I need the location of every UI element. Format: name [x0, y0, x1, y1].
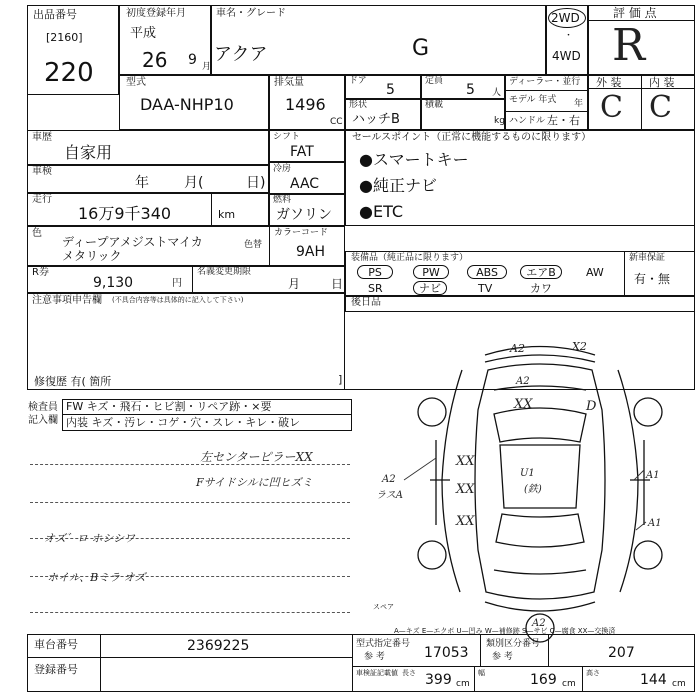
- dealer-label: ディーラー・並行: [509, 77, 581, 87]
- selling-item-2: ●純正ナビ: [359, 176, 437, 195]
- reg-label: 初度登録年月: [126, 8, 186, 19]
- ref-label-2: 参 考: [492, 652, 513, 662]
- doors: 5: [386, 82, 395, 98]
- notes-label: 注意事項申告欄: [32, 295, 102, 306]
- disp: 1496: [285, 95, 326, 114]
- mark-right-2: A1: [648, 518, 662, 529]
- type-label: 型式指定番号: [356, 639, 411, 649]
- inspection-day: 日): [246, 175, 266, 191]
- lot-number: 220: [44, 58, 94, 88]
- expiry-month: 月: [288, 277, 301, 291]
- grade: G: [412, 36, 430, 61]
- shift-label: シフト: [273, 132, 301, 142]
- fuel-label: 燃料: [273, 195, 292, 205]
- mark-roof-1: U1: [520, 468, 535, 479]
- handwriting-3: オズ゛ロ ホシシワ: [44, 532, 136, 545]
- length-unit: cm: [456, 679, 470, 689]
- score-label: 評 価 点: [613, 6, 657, 20]
- selling-label: セールスポイント（正常に機能するものに限ります）: [352, 132, 592, 143]
- color-line-2: メタリック: [62, 249, 122, 263]
- spare-label: スペア: [373, 603, 394, 611]
- int-label: 内 装: [649, 76, 675, 89]
- year-unit: 年: [574, 99, 584, 109]
- handle: 左・右: [547, 114, 580, 127]
- expiry-day: 日: [331, 277, 344, 291]
- recycle-label: R券: [32, 267, 49, 278]
- mark-right-1: A1: [646, 470, 660, 481]
- mark-roof-2: (鉄): [524, 484, 542, 495]
- lot-label: 出品番号: [33, 8, 77, 21]
- rear-seat-label: 後日品: [351, 297, 381, 308]
- car-name: アクア: [214, 44, 268, 65]
- month-unit: 月: [202, 62, 212, 72]
- width: 169: [530, 672, 557, 688]
- inspection-month: 月(: [184, 175, 204, 191]
- drive-dot: ・: [564, 31, 574, 41]
- history-label: 車歴: [32, 132, 52, 143]
- repair-bracket: ]: [338, 373, 343, 386]
- inspector-row-1: FW キズ・飛石・ヒビ割・リペア跡・×要: [66, 400, 272, 413]
- equipment-label: 装備品（純正品に限ります）: [351, 253, 469, 263]
- cat-value: 207: [608, 645, 635, 661]
- height: 144: [640, 672, 667, 688]
- handwriting-2: Fサイドシルに凹ヒズミ: [196, 476, 313, 489]
- inspection-year: 年: [135, 175, 149, 191]
- inspector-label-1: 検査員: [28, 402, 58, 413]
- color-line-1: ディープアメジストマイカ: [62, 235, 203, 249]
- type-value: 17053: [424, 645, 469, 661]
- ac-label: 冷房: [273, 164, 292, 174]
- mark-side-2: ラスA: [376, 490, 403, 501]
- shape-label: 形状: [349, 100, 368, 110]
- equip-leather: カワ: [530, 282, 552, 295]
- recycle-yen: 円: [172, 278, 182, 289]
- inspect-label: 車検証記載値: [356, 669, 398, 677]
- color-label: 色: [32, 228, 42, 239]
- equip-navi: ナビ: [413, 281, 447, 295]
- seats: 5: [466, 82, 475, 98]
- int-grade: C: [649, 90, 672, 125]
- new-car-label: 新車保証: [629, 253, 666, 263]
- mark-hood-2: XX: [514, 397, 533, 412]
- mark-left-2: XX: [456, 482, 475, 497]
- drive-2wd: 2WD: [551, 11, 580, 25]
- reg-month: 9: [188, 52, 197, 68]
- color-code: 9AH: [296, 244, 326, 260]
- load-label: 積載: [425, 100, 444, 110]
- selling-item-1: ●スマートキー: [359, 150, 469, 169]
- mark-top-1: A2: [510, 342, 525, 355]
- equip-sr: SR: [368, 282, 383, 295]
- score-value: R: [612, 20, 646, 71]
- handwriting-4: ホイル、Bミラ オズ: [47, 571, 146, 584]
- fuel: ガソリン: [276, 207, 332, 223]
- notes-sub: (不具合内容等は具体的に記入して下さい): [112, 296, 244, 304]
- model-label: 型式: [126, 77, 146, 88]
- color-change-label: 色替: [244, 240, 263, 250]
- mileage-unit: km: [218, 208, 236, 221]
- ref-label-1: 参 考: [364, 652, 385, 662]
- reg-year: 26: [142, 48, 168, 72]
- equip-tv: TV: [478, 282, 493, 295]
- mark-side-1: A2: [382, 474, 396, 485]
- mark-hood-1: A2: [516, 376, 530, 387]
- height-label: 高さ: [586, 669, 600, 677]
- reg-number-label: 登録番号: [34, 663, 78, 676]
- equip-ps: PS: [357, 265, 393, 279]
- person-unit: 人: [492, 88, 502, 98]
- inspector-label-2: 記入欄: [28, 415, 58, 426]
- repair-history: 修復歴 有( 箇所: [34, 375, 112, 388]
- mark-left-3: XX: [456, 514, 475, 529]
- legend: A—キズ E—エクボ U—凹み W—補修跡 S—サビ C—腐食 XX—交換済: [394, 627, 616, 635]
- ac: AAC: [290, 176, 320, 192]
- shift: FAT: [290, 144, 314, 160]
- chassis-label: 車台番号: [34, 638, 78, 651]
- mark-bottom: A2: [532, 618, 546, 629]
- equip-aw: AW: [586, 266, 604, 279]
- handwriting-1: 左センターピラーXX: [200, 450, 313, 464]
- width-label: 幅: [478, 669, 485, 677]
- door-label: ドア: [349, 76, 367, 86]
- model: DAA-NHP10: [140, 95, 234, 114]
- name-label: 車名・グレード: [216, 8, 286, 19]
- ext-grade: C: [600, 90, 623, 125]
- inspector-row-2: 内装 キズ・汚レ・コゲ・穴・スレ・キレ・破レ: [66, 416, 301, 429]
- handle-label: ハンドル: [509, 116, 546, 126]
- cc-unit: CC: [330, 117, 343, 127]
- lot-id: [2160]: [46, 31, 83, 44]
- model-year-label: モデル 年式: [509, 95, 557, 105]
- length-label: 長さ: [402, 669, 416, 677]
- chassis: 2369225: [187, 638, 250, 654]
- mark-left-1: XX: [456, 454, 475, 469]
- cat-label: 類別区分番号: [486, 639, 541, 649]
- mark-right-front: D: [586, 399, 597, 414]
- cap-label: 定員: [425, 76, 444, 86]
- kg-unit: kg: [494, 116, 505, 126]
- ext-label: 外 装: [596, 76, 622, 89]
- selling-item-3: ●ETC: [359, 202, 404, 221]
- height-unit: cm: [672, 679, 686, 689]
- new-car-value: 有・無: [634, 272, 671, 286]
- mileage-value: 16万9千340: [78, 204, 172, 223]
- equip-abs: ABS: [467, 265, 507, 279]
- shape: ハッチB: [352, 112, 400, 127]
- equip-pw: PW: [413, 265, 449, 279]
- width-unit: cm: [562, 679, 576, 689]
- color-code-label: カラーコード: [274, 228, 329, 238]
- disp-label: 排気量: [274, 77, 304, 88]
- drive-4wd: 4WD: [552, 49, 581, 63]
- inspection-label: 車検: [32, 166, 52, 177]
- mileage-label: 走行: [32, 194, 52, 205]
- history-value: 自家用: [64, 143, 113, 162]
- recycle-value: 9,130: [93, 275, 134, 291]
- expiry-label: 名義変更期限: [197, 267, 252, 277]
- equip-airbag: エアB: [520, 265, 562, 279]
- length: 399: [425, 672, 452, 688]
- mark-top-2: X2: [572, 340, 587, 353]
- rear-box: [345, 296, 695, 312]
- era: 平成: [130, 26, 157, 41]
